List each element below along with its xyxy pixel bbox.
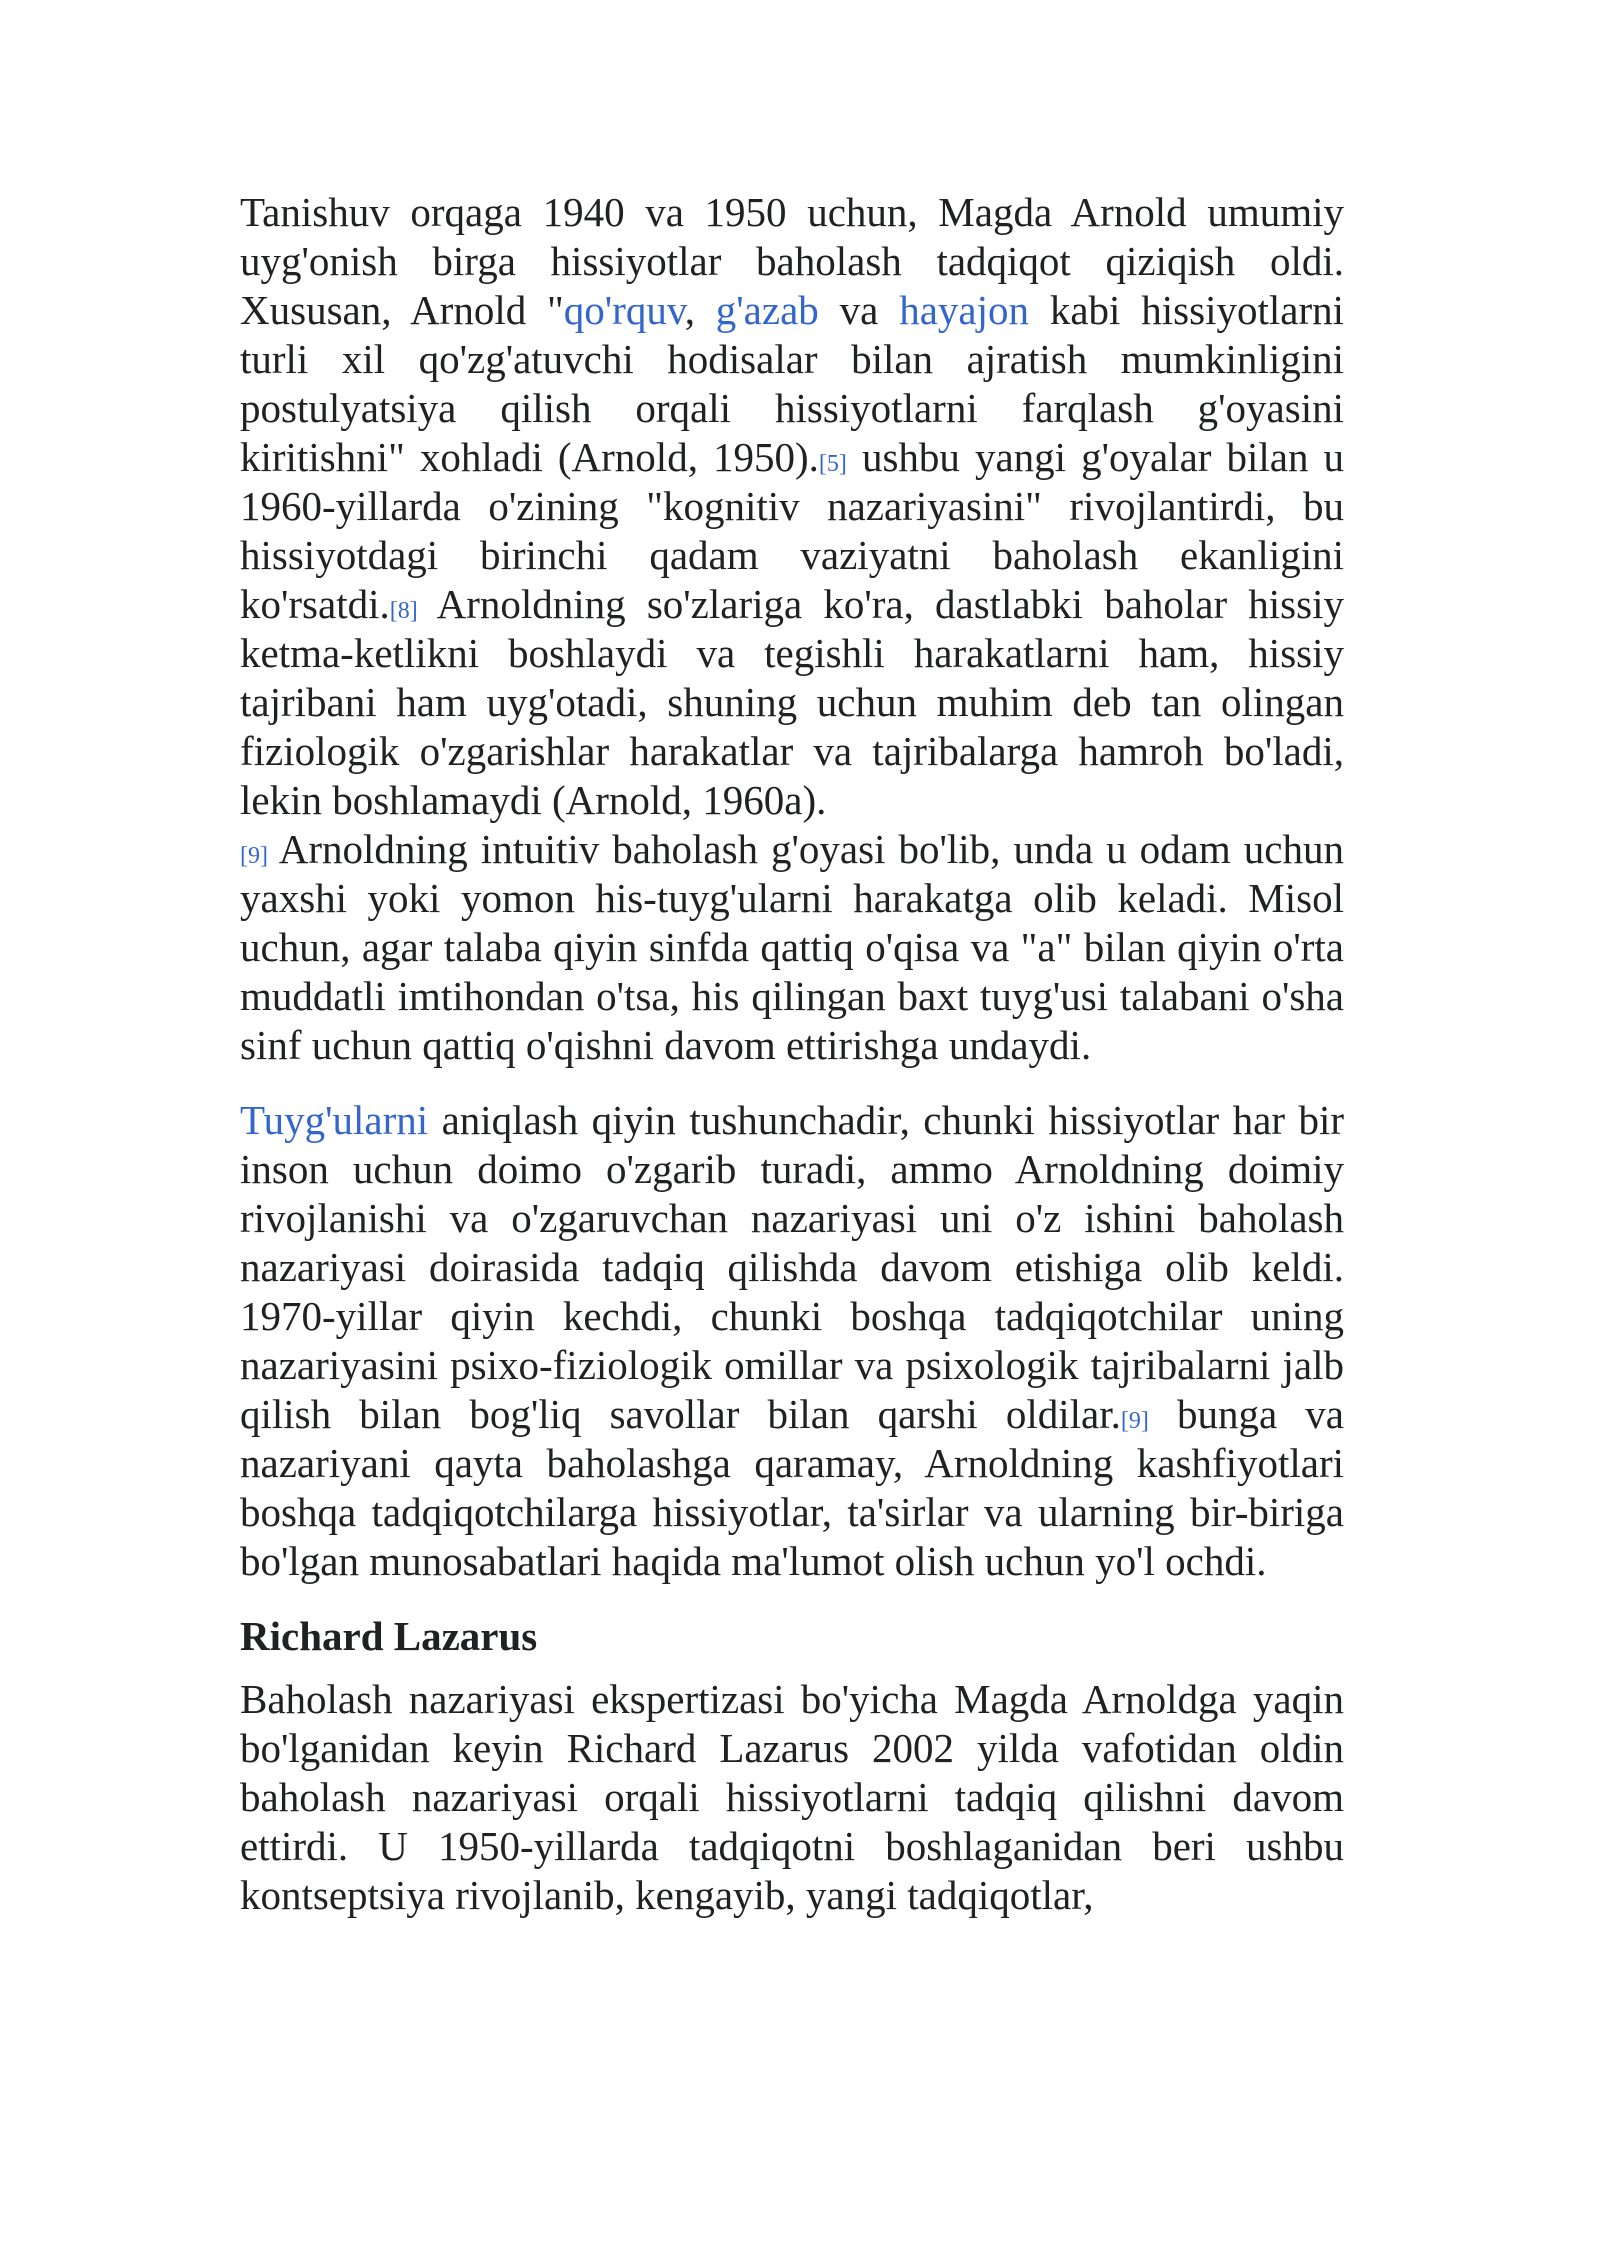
paragraph-text: va — [818, 287, 900, 333]
paragraph-arnold-appraisal — [240, 188, 1344, 1070]
paragraph-text: Tanishuv orqaga 1940 va 1950 uchun, Magda Arnold umumiy uyg'onish birga hissiyotlar baholash tadqiqot qiziqish oldi. Xususan, Arnold " — [240, 189, 1344, 333]
link-excitement[interactable]: hayajon — [899, 287, 1029, 333]
citation-ref-9[interactable]: [9] — [240, 843, 268, 869]
paragraph-text: aniqlash qiyin tushunchadir, chunki hissiyotlar har bir inson uchun doimo o'zgarib turadi, ammo Arnoldning doimiy rivojlanishi va o'zgaruvchan nazariyasi uni o'z ishini baholash nazariyasi doirasida tadqiq qilishda davom etishiga olib keldi. 1970-yillar qiyin kechdi, chunki boshqa tadqiqotchilar uning nazariyasini psixo-fiziologik omillar va psixologik tajribalarni jalb qilish bilan bog'liq savollar bilan qarshi oldilar. — [240, 1097, 1344, 1437]
paragraph-text: , — [684, 287, 716, 333]
citation-ref-8[interactable]: [8] — [389, 598, 418, 624]
article-body — [240, 188, 1344, 1946]
paragraph-text: ushbu yangi g'oyalar bilan u 1960-yillarda o'zining "kognitiv nazariyasini" rivojlantirdi, bu hissiyotdagi birinchi qadam vaziyatni baholash ekanligini ko'rsatdi. — [240, 434, 1344, 627]
paragraph-lazarus — [240, 1675, 1344, 1920]
section-heading: Richard Lazarus — [240, 1613, 538, 1659]
link-anger[interactable]: g'azab — [715, 287, 819, 333]
paragraph-text: kabi hissiyotlarni turli xil qo'zg'atuvchi hodisalar bilan ajratish mumkinligini postulyatsiya qilish orqali hissiyotlarni farqlash g'oyasini kiritishni" xohladi (Arnold, 1950). — [240, 287, 1344, 480]
paragraph-text: bunga va nazariyani qayta baholashga qaramay, Arnoldning kashfiyotlari boshqa tadqiqotchilarga hissiyotlar, ta'sirlar va ularning bir-biriga bo'lgan munosabatlari haqida ma'lumot olish uchun yo'l ochdi. — [240, 1391, 1344, 1584]
link-feelings[interactable]: Tuyg'ularni — [240, 1097, 429, 1143]
citation-ref-5[interactable]: [5] — [818, 451, 847, 477]
paragraph-text: Baholash nazariyasi ekspertizasi bo'yicha Magda Arnoldga yaqin bo'lganidan keyin Richard Lazarus 2002 yilda vafotidan oldin baholash nazariyasi orqali hissiyotlarni tadqiq qilishni davom ettirdi. U 1950-yillarda tadqiqotni boshlaganidan beri ushbu kontseptsiya rivojlanib, kengayib, yangi tadqiqotlar, — [240, 1676, 1344, 1918]
paragraph-text: Arnoldning so'zlariga ko'ra, dastlabki baholar hissiy ketma-ketlikni boshlaydi va tegishli harakatlarni ham, hissiy tajribani ham uyg'otadi, shuning uchun muhim deb tan olingan fiziologik o'zgarishlar harakatlar va tajribalarga hamroh bo'ladi, lekin boshlamaydi (Arnold, 1960a). — [240, 581, 1344, 823]
paragraph-text: Arnoldning intuitiv baholash g'oyasi bo'lib, unda u odam uchun yaxshi yoki yomon his-tuyg'ularni harakatga olib keladi. Misol uchun, agar talaba qiyin sinfda qattiq o'qisa va "a" bilan qiyin o'rta muddatli imtihondan o'tsa, his qilingan baxt tuyg'usi talabani o'sha sinf uchun qattiq o'qishni davom ettirishga undaydi. — [240, 826, 1344, 1068]
link-fear[interactable]: qo'rquv — [563, 287, 685, 333]
citation-ref-9[interactable]: [9] — [1120, 1408, 1149, 1434]
paragraph-feelings — [240, 1096, 1344, 1586]
